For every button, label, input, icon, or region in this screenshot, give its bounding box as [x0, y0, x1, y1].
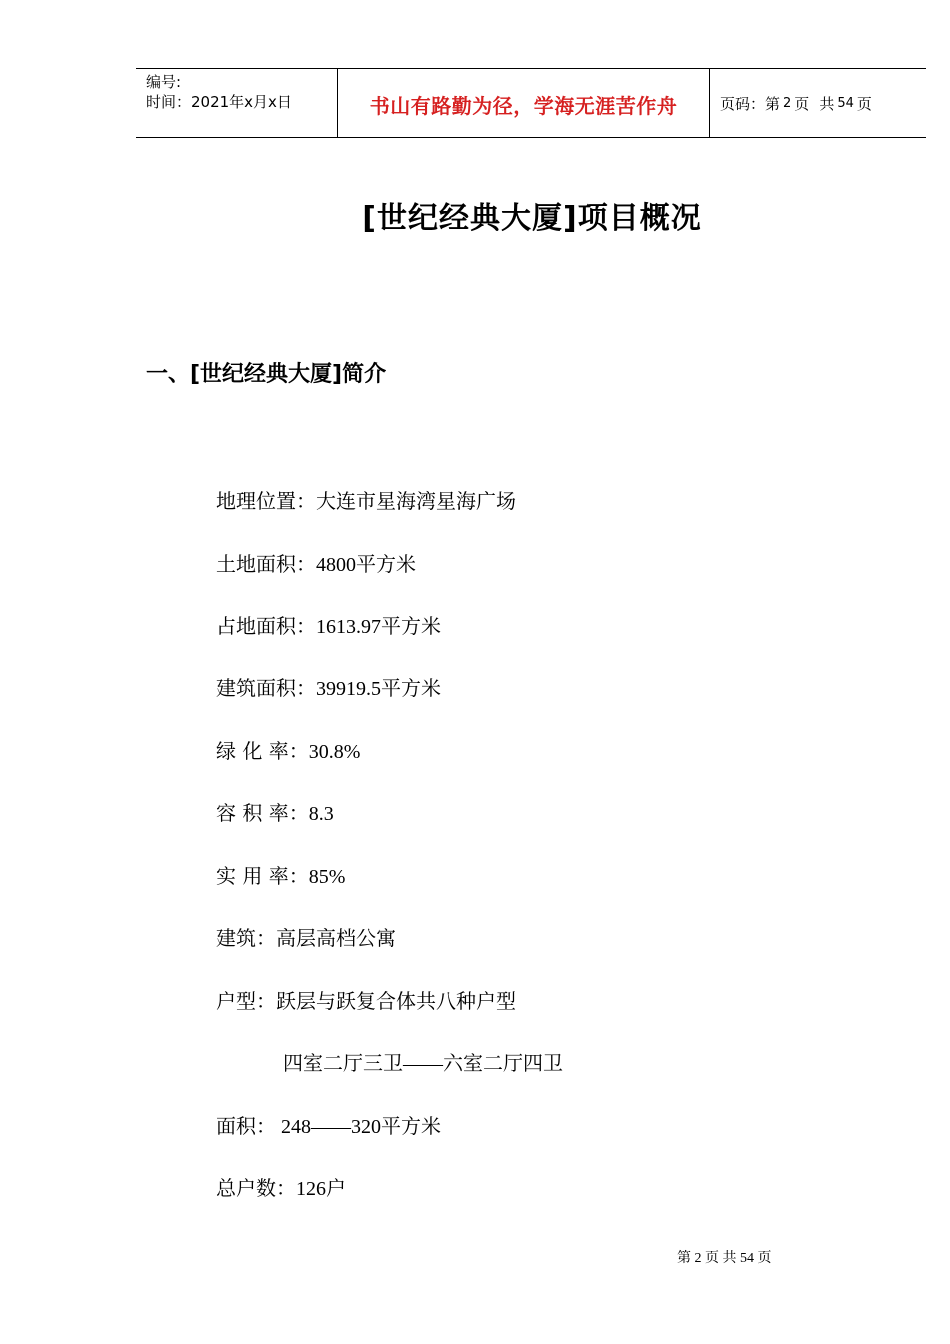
info-item-building	[216, 922, 396, 951]
page-footer: 第 2 页 共 54 页	[677, 1251, 772, 1266]
info-value: 39919.5平方米	[316, 678, 441, 700]
section-heading: 一、[世纪经典大厦]简介	[146, 362, 387, 387]
page-suffix: 页	[856, 94, 872, 113]
info-label: 建筑：	[216, 926, 276, 950]
info-value: 248——320平方米	[276, 1116, 441, 1138]
info-label: 占地面积：	[216, 614, 316, 638]
info-value: 30.8%	[308, 741, 361, 763]
motto-text: 书山有路勤为径，学海无涯苦作舟	[369, 93, 678, 118]
info-value: 大连市星海湾星海广场	[316, 491, 516, 513]
document-title: [世纪经典大厦]项目概况	[362, 201, 702, 236]
info-label: 面积：	[216, 1114, 276, 1138]
info-label: 总户数：	[216, 1176, 296, 1200]
time-label: 时间：2021年x月x日	[146, 93, 292, 111]
info-label: 地理位置：	[216, 489, 316, 513]
info-value: 8.3	[308, 803, 334, 825]
info-label: 土地面积：	[216, 552, 316, 576]
info-label: 户型：	[216, 989, 276, 1013]
header-info-cell	[136, 69, 338, 137]
page-current: 2	[783, 95, 792, 111]
info-item-green-rate	[216, 735, 360, 764]
page-mid: 页	[794, 94, 810, 113]
info-item-households	[216, 1172, 346, 1201]
page-prefix: 页码：第	[720, 94, 781, 113]
number-label: 编号:	[146, 73, 182, 91]
info-value: 1613.97平方米	[316, 616, 441, 638]
header-page-cell	[710, 69, 926, 137]
page-header	[136, 68, 926, 138]
info-value: 126户	[296, 1178, 346, 1200]
info-label: 绿 化 率：	[216, 739, 309, 763]
info-item-usable-rate	[216, 860, 345, 889]
info-item-area	[216, 1110, 441, 1139]
info-item-location	[216, 485, 516, 514]
info-value: 跃层与跃复合体共八种户型	[276, 991, 516, 1013]
info-item-plot-ratio	[216, 797, 334, 826]
info-label: 建筑面积：	[216, 676, 316, 700]
info-label: 实 用 率：	[216, 864, 309, 888]
info-item-footprint	[216, 610, 441, 639]
info-label: 容 积 率：	[216, 801, 309, 825]
page-total: 54	[837, 95, 854, 111]
info-value: 高层高档公寓	[276, 928, 396, 950]
info-item-land-area	[216, 548, 416, 577]
info-item-unit-range	[283, 1047, 563, 1076]
info-value: 四室二厅三卫——六室二厅四卫	[283, 1053, 563, 1075]
info-item-floor-area	[216, 672, 441, 701]
header-motto-cell	[338, 69, 710, 137]
info-item-unit-type	[216, 985, 516, 1014]
info-value: 4800平方米	[316, 554, 416, 576]
info-value: 85%	[308, 866, 346, 888]
page-total-prefix: 共	[819, 94, 835, 113]
